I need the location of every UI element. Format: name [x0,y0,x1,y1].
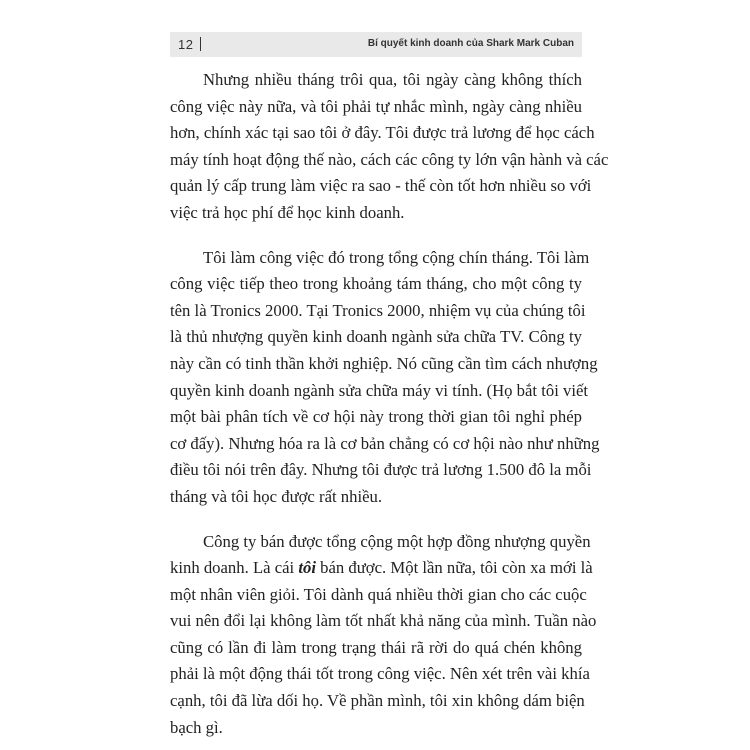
text-line: này cần có tinh thần khởi nghiệp. Nó cũng cần tìm cách nhượng [170,353,598,373]
running-header [170,32,582,57]
paragraph-2 [170,245,600,511]
text-line: công việc này nữa, và tôi phải tự nhắc mình, ngày càng nhiều [170,96,582,116]
text-line: Nhưng nhiều tháng trôi qua, tôi ngày càng không thích [203,70,582,89]
paragraph-1 [170,67,609,227]
text-line: Tôi làm công việc đó trong tổng cộng chín tháng. Tôi làm [203,247,590,267]
text-line: cạnh, tôi đã lừa dối họ. Về phần mình, tôi xin không dám biện [170,691,585,711]
text-segment: bán được. Một lần nữa, tôi còn xa mới là [315,558,593,578]
text-line: một nhân viên giỏi. Tôi dành quá nhiều thời gian cho các cuộc [170,584,587,604]
text-line: quyền kinh doanh ngành sửa chữa máy vi tính. (Họ bắt tôi viết [170,380,589,400]
body-text [170,67,609,750]
running-title: Bí quyết kinh doanh của Shark Mark Cuban [367,38,574,49]
text-line: tên là Tronics 2000. Tại Tronics 2000, nhiệm vụ của chúng tôi [170,300,586,320]
text-line: bạch gì. [170,717,223,737]
text-line: điều tôi nói trên đây. Nhưng tôi được trả lương 1.500 đô la mỗi [170,460,592,480]
text-line: quản lý cấp trung làm việc ra sao - thế còn tốt hơn nhiều so với [170,176,592,196]
paragraph-3 [170,529,597,742]
text-line: Công ty bán được tổng cộng một hợp đồng nhượng quyền [203,531,591,551]
text-line: công việc tiếp theo trong khoảng tám tháng, cho một công ty [170,274,582,294]
emphasized-word: tôi [298,558,316,578]
header-divider [200,37,201,51]
text-line: cơ đấy). Nhưng hóa ra là cơ bản chẳng có cơ hội nào như những [170,433,600,453]
text-line: việc trả học phí để học kinh doanh. [170,202,405,222]
text-line: một bài phân tích về cơ hội này trong thời gian tôi nghỉ phép [170,407,582,427]
text-line: là thủ nhượng quyền kinh doanh ngành sửa chữa TV. Công ty [170,327,582,347]
text-line: tháng và tôi học được rất nhiều. [170,486,383,506]
page-number: 12 [178,37,194,52]
text-line: máy tính hoạt động thế nào, cách các công ty lớn vận hành và các [170,149,609,169]
text-segment: kinh doanh. Là cái [170,558,299,578]
text-line: hơn, chính xác tại sao tôi ở đây. Tôi được trả lương để học cách [170,123,595,143]
text-line: phải là một động thái tốt trong công việc. Nên xét trên vài khía [170,664,590,684]
text-line-with-emphasis [170,555,593,582]
text-line: cũng có lần đi làm trong trạng thái rã rời do quá chén không [170,637,582,657]
text-line: vui nên đổi lại không làm tốt nhất khả năng của mình. Tuần nào [170,611,597,631]
